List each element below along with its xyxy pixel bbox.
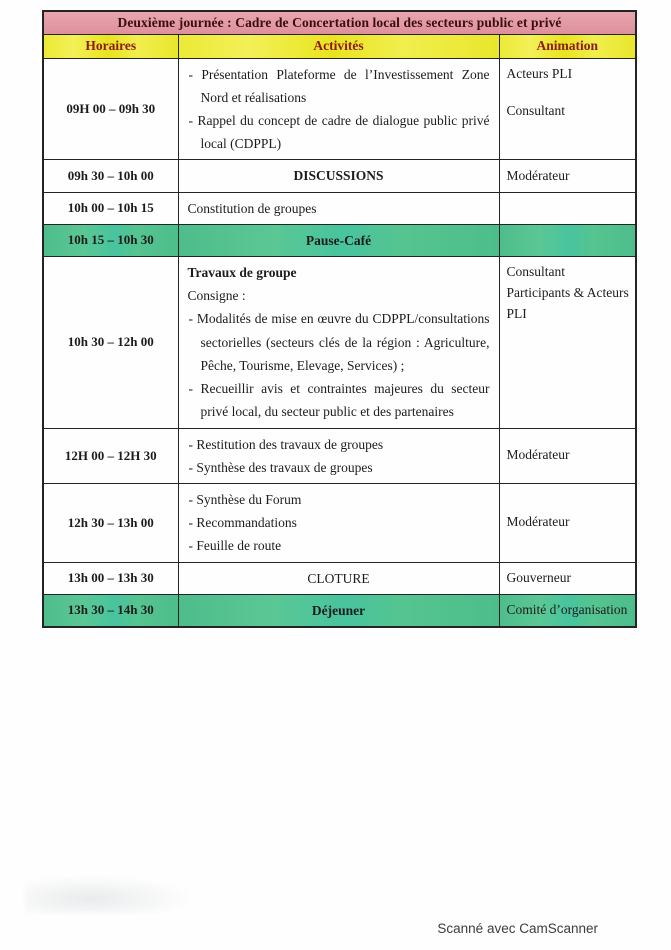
activity-line: - Synthèse du Forum bbox=[188, 488, 490, 511]
time-cell: 12h 30 – 13h 00 bbox=[43, 484, 178, 563]
animation-line: Comité d’organisation bbox=[506, 602, 628, 618]
animation-cell bbox=[499, 58, 636, 160]
time-cell: 10h 15 – 10h 30 bbox=[43, 224, 178, 256]
table-row bbox=[43, 257, 636, 429]
activity-line: CLOTURE bbox=[307, 570, 370, 586]
activities-cell bbox=[178, 224, 499, 256]
table-row bbox=[43, 192, 636, 224]
time-cell: 09h 30 – 10h 00 bbox=[43, 160, 178, 192]
animation-line bbox=[507, 84, 632, 101]
scan-smudge bbox=[25, 875, 195, 913]
activity-line: Déjeuner bbox=[311, 602, 366, 618]
animation-cell bbox=[499, 484, 636, 563]
activities-cell bbox=[178, 192, 499, 224]
activity-line: - Recueillir avis et contraintes majeures du secteur privé local, du secteur public et des partenaires bbox=[188, 377, 490, 423]
activities-cell bbox=[178, 594, 499, 627]
animation-line: Modérateur bbox=[506, 167, 570, 183]
activities-cell bbox=[178, 428, 499, 483]
activity-line: - Présentation Plateforme de l’Investissement Zone Nord et réalisations bbox=[188, 63, 490, 109]
activities-cell bbox=[178, 160, 499, 192]
table-title: Deuxième journée : Cadre de Concertation local des secteurs public et privé bbox=[43, 11, 636, 34]
table-title-row bbox=[43, 11, 636, 34]
animation-cell bbox=[499, 594, 636, 627]
animation-line: Modérateur bbox=[506, 447, 570, 463]
time-cell: 10h 30 – 12h 00 bbox=[43, 257, 178, 429]
activities-cell bbox=[178, 257, 499, 429]
animation-cell bbox=[499, 428, 636, 483]
animation-line: Consultant bbox=[506, 264, 566, 280]
column-header-horaires: Horaires bbox=[43, 34, 178, 58]
column-header-row bbox=[43, 34, 636, 58]
animation-line: Acteurs PLI bbox=[506, 65, 573, 81]
activity-line: DISCUSSIONS bbox=[293, 168, 384, 184]
activity-line: Consigne : bbox=[187, 288, 246, 304]
animation-cell bbox=[499, 257, 636, 429]
animation-cell bbox=[499, 224, 636, 256]
time-cell: 09H 00 – 09h 30 bbox=[43, 58, 178, 160]
column-header-activites: Activités bbox=[178, 34, 499, 58]
activity-line: Pause-Café bbox=[305, 232, 372, 248]
animation-line: Consultant bbox=[506, 103, 566, 119]
table-row bbox=[43, 58, 636, 160]
activity-line: - Modalités de mise en œuvre du CDPPL/consultations sectorielles (secteurs clés de la région : Agriculture, Pêche, Tourisme, Elevage, Services) ; bbox=[188, 307, 490, 377]
activities-cell bbox=[178, 484, 499, 563]
activity-line: - Restitution des travaux de groupes bbox=[188, 433, 490, 456]
animation-line: Gouverneur bbox=[506, 569, 571, 585]
activity-line: - Synthèse des travaux de groupes bbox=[188, 456, 490, 479]
table-row bbox=[43, 224, 636, 256]
schedule-table bbox=[42, 10, 637, 628]
activity-line: Travaux de groupe bbox=[187, 265, 297, 281]
table-row bbox=[43, 484, 636, 563]
animation-line: Participants & Acteurs PLI bbox=[506, 284, 629, 321]
time-cell: 10h 00 – 10h 15 bbox=[43, 192, 178, 224]
table-row bbox=[43, 594, 636, 627]
activity-line: - Recommandations bbox=[188, 511, 490, 534]
animation-line: Modérateur bbox=[506, 514, 570, 530]
activity-line: - Feuille de route bbox=[188, 534, 490, 557]
activity-line: - Rappel du concept de cadre de dialogue public privé local (CDPPL) bbox=[188, 109, 490, 155]
activities-cell bbox=[178, 58, 499, 160]
activity-line: Constitution de groupes bbox=[187, 200, 317, 216]
animation-cell bbox=[499, 160, 636, 192]
time-cell: 13h 30 – 14h 30 bbox=[43, 594, 178, 627]
animation-cell bbox=[499, 562, 636, 594]
time-cell: 13h 00 – 13h 30 bbox=[43, 562, 178, 594]
schedule-body bbox=[43, 58, 636, 627]
animation-cell bbox=[499, 192, 636, 224]
table-row bbox=[43, 562, 636, 594]
column-header-animation: Animation bbox=[499, 34, 636, 58]
activities-cell bbox=[178, 562, 499, 594]
table-row bbox=[43, 160, 636, 192]
table-row bbox=[43, 428, 636, 483]
time-cell: 12H 00 – 12H 30 bbox=[43, 428, 178, 483]
camscanner-watermark: Scanné avec CamScanner bbox=[437, 921, 598, 936]
